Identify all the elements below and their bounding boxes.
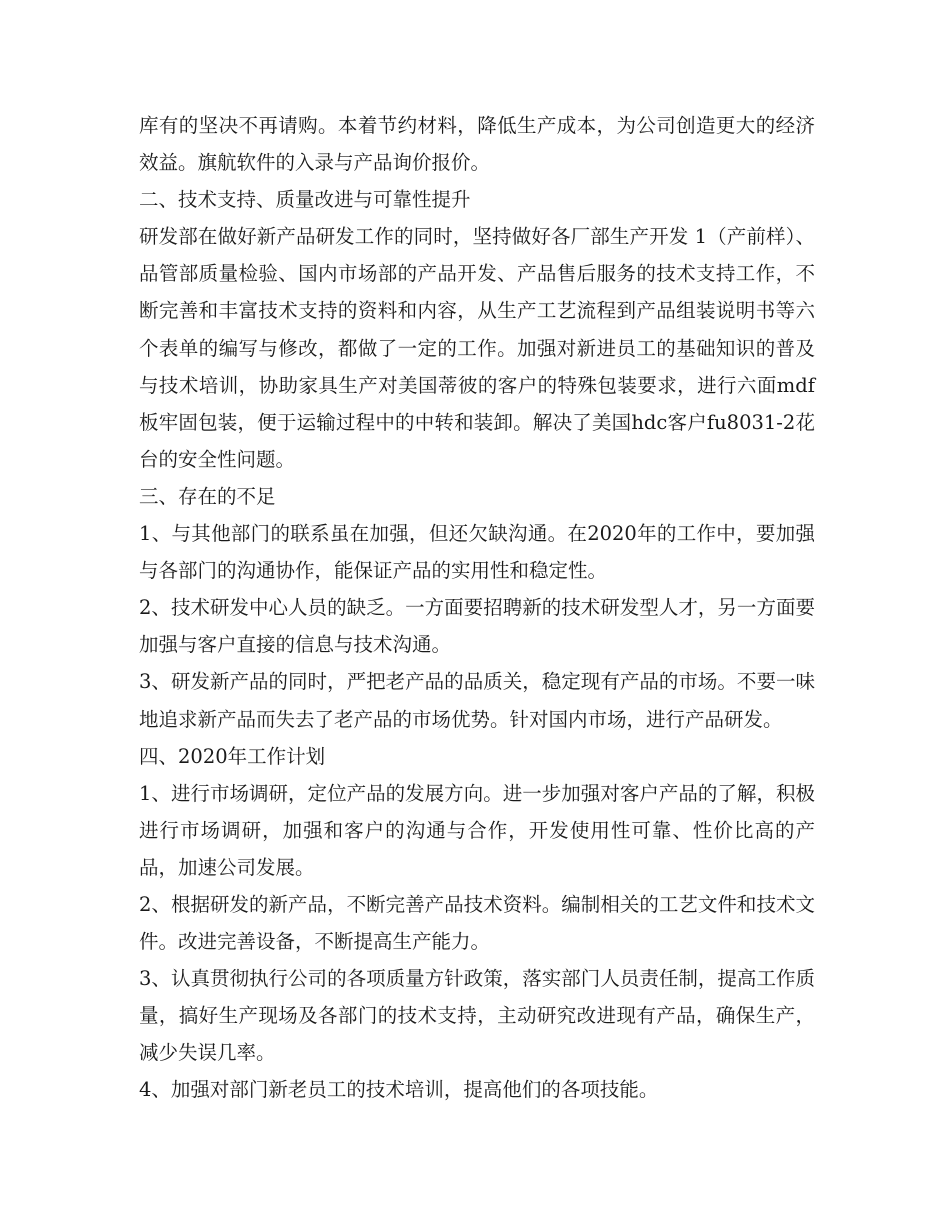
- paragraph-plan-2: 2、根据研发的新产品，不断完善产品技术资料。编制相关的工艺文件和技术文件。改进完善设备，不断提高生产能力。: [139, 892, 815, 954]
- paragraph-technical-support: 研发部在做好新产品研发工作的同时，坚持做好各厂部生产开发 1（产前样）、品管部质量检验、国内市场部的产品开发、产品售后服务的技术支持工作，不断完善和丰富技术支持的资料和内容，从生产工艺流程到产品组装说明书等六个表单的编写与修改，都做了一定的工作。加强对新进员工的基础知识的普及与技术培训，协助家具生产对美国蒂彼的客户的特殊包装要求，进行六面mdf板牢固包装，便于运输过程中的中转和装卸。解决了美国hdc客户fu8031-2花台的安全性问题。: [139, 225, 815, 471]
- document-body: [139, 107, 815, 1109]
- section-heading-technical-support: 二、技术支持、质量改进与可靠性提升: [139, 188, 471, 212]
- paragraph-procurement-continued: 库有的坚决不再请购。本着节约材料，降低生产成本，为公司创造更大的经济效益。旗航软件的入录与产品询价报价。: [139, 114, 815, 175]
- paragraph-plan-1: 1、进行市场调研，定位产品的发展方向。进一步加强对客户产品的了解，积极进行市场调研，加强和客户的沟通与合作，开发使用性可靠、性价比高的产品，加速公司发展。: [139, 781, 815, 879]
- section-heading-work-plan: 四、2020年工作计划: [139, 744, 326, 768]
- paragraph-plan-4: 4、加强对部门新老员工的技术培训，提高他们的各项技能。: [139, 1078, 659, 1102]
- paragraph-shortcoming-2: 2、技术研发中心人员的缺乏。一方面要招聘新的技术研发型人才，另一方面要加强与客户直接的信息与技术沟通。: [139, 596, 815, 657]
- paragraph-plan-3: 3、认真贯彻执行公司的各项质量方针政策，落实部门人员责任制，提高工作质量，搞好生产现场及各部门的技术支持，主动研究改进现有产品，确保生产，减少失误几率。: [139, 967, 815, 1065]
- section-heading-shortcomings: 三、存在的不足: [139, 484, 276, 508]
- paragraph-shortcoming-3: 3、研发新产品的同时，严把老产品的品质关，稳定现有产品的市场。不要一味地追求新产品而失去了老产品的市场优势。针对国内市场，进行产品研发。: [139, 670, 815, 731]
- paragraph-shortcoming-1: 1、与其他部门的联系虽在加强，但还欠缺沟通。在2020年的工作中，要加强与各部门的沟通协作，能保证产品的实用性和稳定性。: [139, 522, 815, 583]
